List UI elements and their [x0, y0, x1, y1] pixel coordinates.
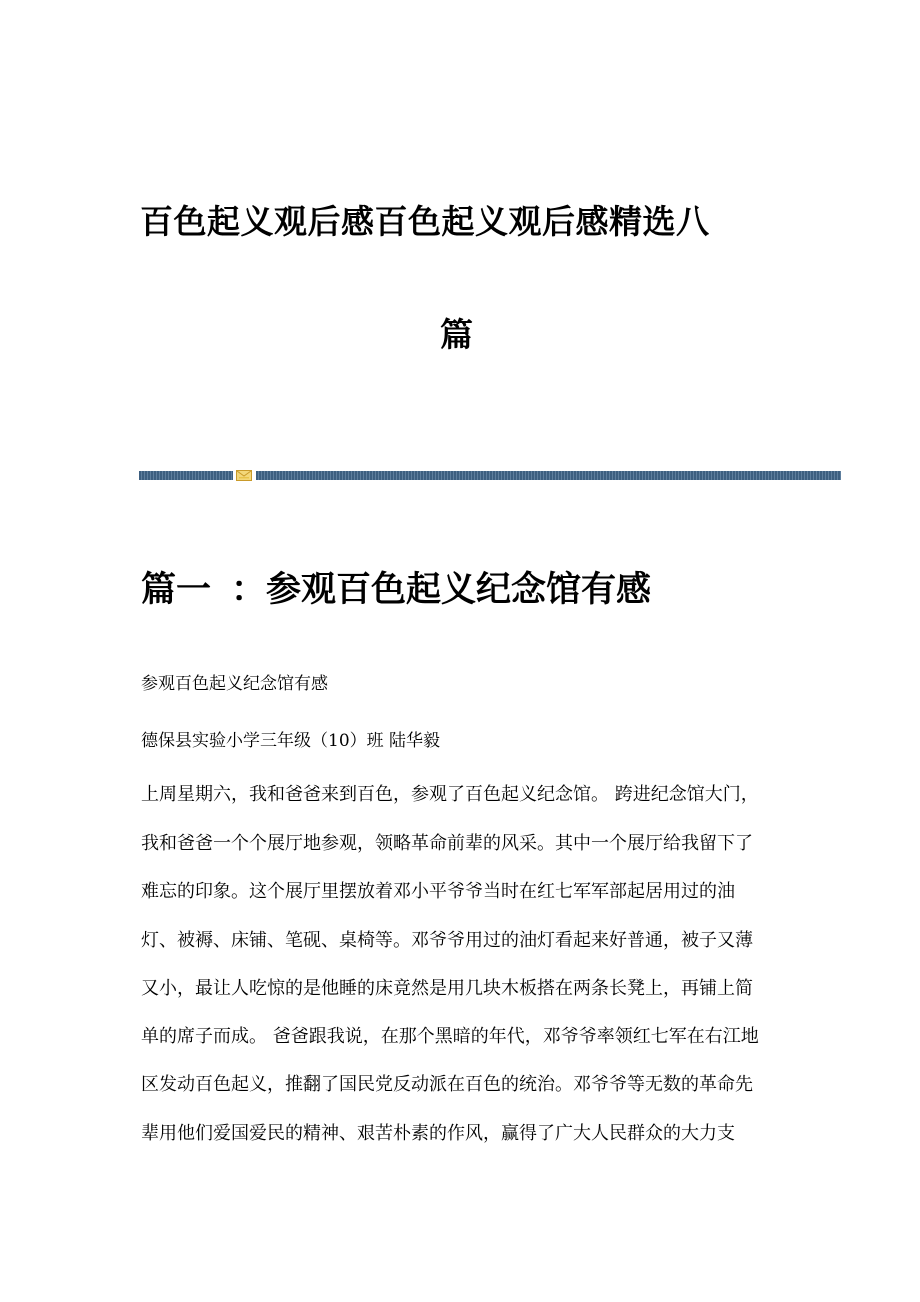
body-line: 又小，最让人吃惊的是他睡的床竟然是用几块木板搭在两条长凳上，再铺上简: [141, 978, 753, 999]
author-line: 德保县实验小学三年级（10）班 陆华毅: [141, 731, 441, 751]
body-line: 上周星期六，我和爸爸来到百色，参观了百色起义纪念馆。 跨进纪念馆大门，: [141, 784, 759, 805]
body-line: 单的席子而成。 爸爸跟我说，在那个黑暗的年代，邓爷爷率领红七军在右江地: [141, 1026, 759, 1047]
section-heading-colon: ：: [231, 569, 267, 610]
section-heading: [141, 569, 652, 610]
body-line: 难忘的印象。这个展厅里摆放着邓小平爷爷当时在红七军军部起居用过的油: [141, 881, 735, 902]
divider-bar-right: [256, 471, 841, 480]
section-divider: [139, 471, 841, 480]
body-line: 灯、被褥、床铺、笔砚、桌椅等。邓爷爷用过的油灯看起来好普通，被子又薄: [141, 930, 753, 951]
divider-bar-left: [139, 471, 233, 480]
envelope-icon: [236, 470, 252, 481]
section-heading-label: 篇一: [141, 569, 212, 610]
body-line: 我和爸爸一个个展厅地参观，领略革命前辈的风采。其中一个展厅给我留下了: [141, 833, 753, 854]
document-title: 百色起义观后感百色起义观后感精选八: [140, 202, 710, 241]
body-line: 辈用他们爱国爱民的精神、艰苦朴素的作风，赢得了广大人民群众的大力支: [141, 1123, 735, 1144]
body-line: 区发动百色起义，推翻了国民党反动派在百色的统治。邓爷爷等无数的革命先: [141, 1074, 753, 1095]
document-title-continued: 篇: [440, 315, 473, 354]
section-subtitle: 参观百色起义纪念馆有感: [141, 674, 328, 694]
section-heading-text: 参观百色起义纪念馆有感: [266, 569, 652, 610]
